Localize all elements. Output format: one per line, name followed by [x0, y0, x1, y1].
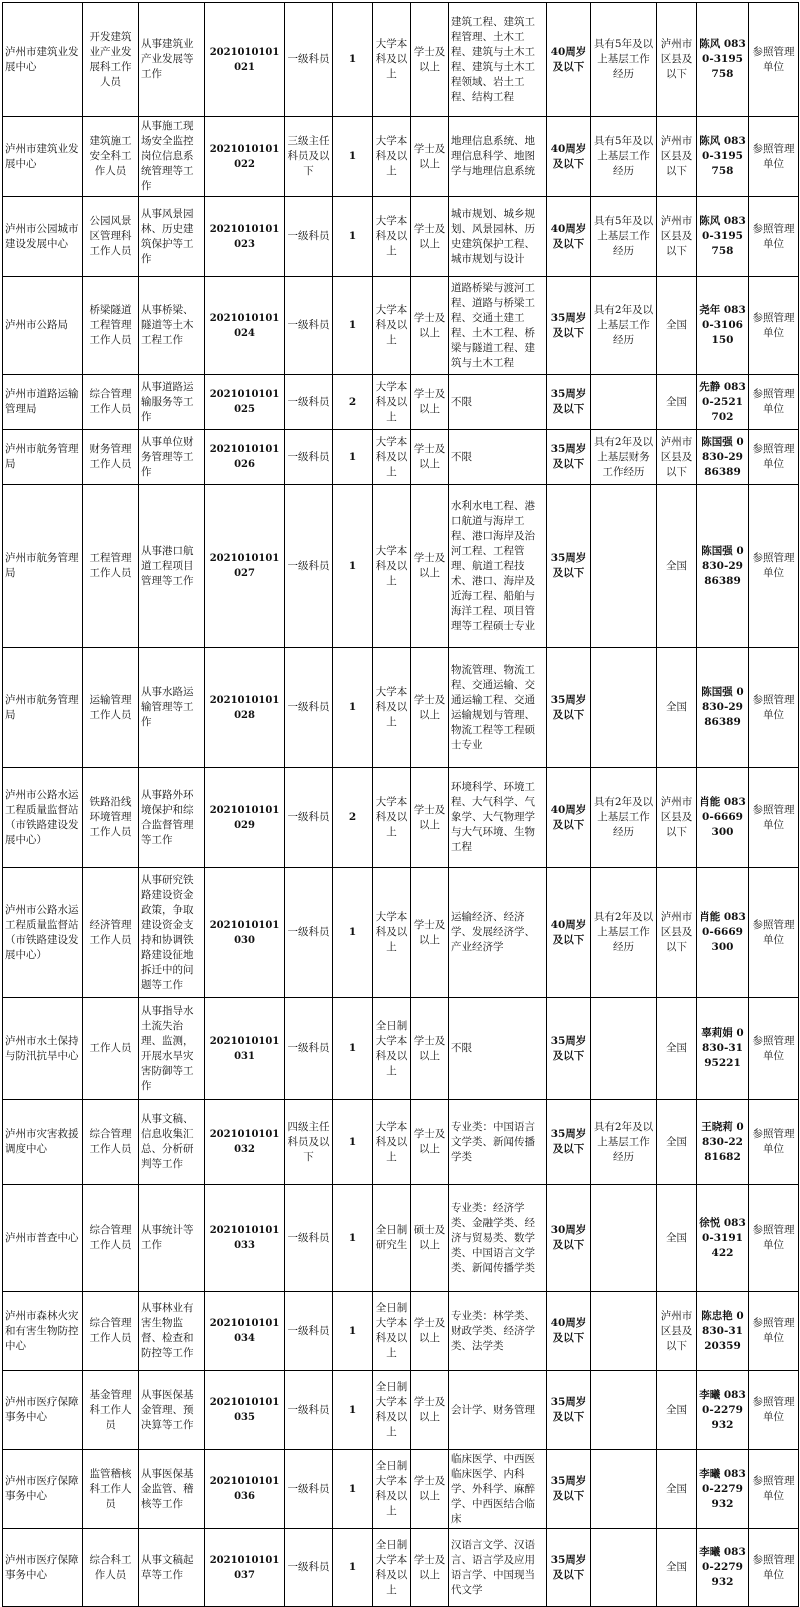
cell-exp: 具有5年及以上基层工作经历 [591, 117, 657, 197]
cell-note: 参照管理单位 [749, 1371, 799, 1450]
cell-position: 运输管理工作人员 [83, 648, 139, 768]
cell-scope: 全国 [657, 1529, 697, 1607]
cell-position: 铁路沿线环境管理工作人员 [83, 768, 139, 868]
cell-note: 参照管理单位 [749, 998, 799, 1100]
cell-contact: 陈忠艳 0830-3120359 [697, 1292, 749, 1371]
cell-edu: 大学本科及以上 [373, 3, 411, 117]
cell-num: 1 [333, 1185, 373, 1292]
cell-contact: 尧年 0830-3106150 [697, 277, 749, 375]
cell-scope: 泸州市区县及以下 [657, 868, 697, 998]
cell-degree: 学士及以上 [411, 648, 449, 768]
cell-dept: 泸州市公路水运工程质量监督站（市铁路建设发展中心） [3, 768, 83, 868]
cell-dept: 泸州市医疗保障事务中心 [3, 1450, 83, 1529]
cell-note: 参照管理单位 [749, 768, 799, 868]
cell-major: 不限 [449, 430, 547, 485]
cell-dept: 泸州市医疗保障事务中心 [3, 1529, 83, 1607]
cell-exp: 具有2年及以上基层工作经历 [591, 768, 657, 868]
cell-code: 2021010101023 [205, 197, 285, 277]
cell-note: 参照管理单位 [749, 1292, 799, 1371]
cell-level: 一级科员 [285, 375, 333, 430]
cell-major: 专业类：中国语言文学类、新闻传播学类 [449, 1100, 547, 1185]
table-row [3, 1185, 799, 1292]
table-row [3, 277, 799, 375]
cell-note: 参照管理单位 [749, 1100, 799, 1185]
cell-num: 1 [333, 277, 373, 375]
cell-age: 40周岁及以下 [547, 1292, 591, 1371]
cell-scope: 全国 [657, 375, 697, 430]
cell-scope: 全国 [657, 485, 697, 648]
cell-degree: 学士及以上 [411, 3, 449, 117]
cell-level: 一级科员 [285, 3, 333, 117]
cell-duty: 从事路外环境保护和综合监督管理等工作 [139, 768, 205, 868]
cell-degree: 学士及以上 [411, 868, 449, 998]
cell-code: 2021010101033 [205, 1185, 285, 1292]
cell-edu: 大学本科及以上 [373, 648, 411, 768]
cell-contact: 李曦 0830-2279932 [697, 1371, 749, 1450]
cell-note: 参照管理单位 [749, 485, 799, 648]
cell-position: 经济管理工作人员 [83, 868, 139, 998]
cell-level: 一级科员 [285, 277, 333, 375]
cell-position: 综合科工作人员 [83, 1529, 139, 1607]
cell-code: 2021010101025 [205, 375, 285, 430]
cell-duty: 从事道路运输服务等工作 [139, 375, 205, 430]
cell-level: 一级科员 [285, 1371, 333, 1450]
cell-scope: 泸州市区县及以下 [657, 197, 697, 277]
cell-contact: 李曦 0830-2279932 [697, 1529, 749, 1607]
cell-exp [591, 485, 657, 648]
cell-position: 工作人员 [83, 998, 139, 1100]
cell-position: 建筑施工安全科工作人员 [83, 117, 139, 197]
table-row [3, 1371, 799, 1450]
cell-edu: 大学本科及以上 [373, 868, 411, 998]
cell-position: 综合管理工作人员 [83, 1100, 139, 1185]
cell-code: 2021010101028 [205, 648, 285, 768]
cell-degree: 学士及以上 [411, 1450, 449, 1529]
cell-major: 汉语言文学、汉语言、语言学及应用语言学、中国现当代文学 [449, 1529, 547, 1607]
cell-scope: 泸州市区县及以下 [657, 3, 697, 117]
cell-dept: 泸州市公园城市建设发展中心 [3, 197, 83, 277]
cell-contact: 李曦 0830-2279932 [697, 1450, 749, 1529]
cell-edu: 大学本科及以上 [373, 375, 411, 430]
cell-dept: 泸州市航务管理局 [3, 485, 83, 648]
cell-major: 临床医学、中西医临床医学、内科学、外科学、麻醉学、中西医结合临床 [449, 1450, 547, 1529]
cell-contact: 陈风 0830-3195758 [697, 197, 749, 277]
cell-exp: 具有5年及以上基层工作经历 [591, 197, 657, 277]
cell-edu: 大学本科及以上 [373, 197, 411, 277]
cell-exp: 具有2年及以上基层工作经历 [591, 1100, 657, 1185]
cell-note: 参照管理单位 [749, 648, 799, 768]
cell-major: 建筑工程、建筑工程管理、土木工程、建筑与土木工程、建筑与土木工程领域、岩土工程、结构工程 [449, 3, 547, 117]
cell-exp: 具有5年及以上基层工作经历 [591, 3, 657, 117]
cell-duty: 从事文稿、信息收集汇总、分析研判等工作 [139, 1100, 205, 1185]
cell-position: 公园风景区管理科工作人员 [83, 197, 139, 277]
cell-exp [591, 648, 657, 768]
table-row [3, 117, 799, 197]
cell-duty: 从事统计等工作 [139, 1185, 205, 1292]
cell-age: 30周岁及以下 [547, 1185, 591, 1292]
cell-note: 参照管理单位 [749, 430, 799, 485]
cell-num: 1 [333, 3, 373, 117]
cell-duty: 从事指导水土流失治理、监测，开展水旱灾害防御等工作 [139, 998, 205, 1100]
cell-note: 参照管理单位 [749, 277, 799, 375]
cell-level: 一级科员 [285, 768, 333, 868]
cell-exp [591, 998, 657, 1100]
cell-duty: 从事文稿起草等工作 [139, 1529, 205, 1607]
cell-exp: 具有2年及以上基层工作经历 [591, 277, 657, 375]
cell-age: 35周岁及以下 [547, 277, 591, 375]
cell-edu: 全日制大学本科及以上 [373, 1529, 411, 1607]
cell-dept: 泸州市医疗保障事务中心 [3, 1371, 83, 1450]
cell-num: 1 [333, 1371, 373, 1450]
cell-note: 参照管理单位 [749, 375, 799, 430]
cell-degree: 学士及以上 [411, 998, 449, 1100]
cell-dept: 泸州市航务管理局 [3, 430, 83, 485]
cell-code: 2021010101035 [205, 1371, 285, 1450]
cell-num: 1 [333, 485, 373, 648]
cell-position: 财务管理工作人员 [83, 430, 139, 485]
cell-num: 1 [333, 648, 373, 768]
cell-degree: 学士及以上 [411, 375, 449, 430]
table-row [3, 1292, 799, 1371]
cell-code: 2021010101021 [205, 3, 285, 117]
table-row [3, 998, 799, 1100]
cell-age: 35周岁及以下 [547, 1450, 591, 1529]
cell-dept: 泸州市森林火灾和有害生物防控中心 [3, 1292, 83, 1371]
cell-edu: 全日制大学本科及以上 [373, 1292, 411, 1371]
cell-duty: 从事施工现场安全监控岗位信息系统管理等工作 [139, 117, 205, 197]
cell-age: 40周岁及以下 [547, 3, 591, 117]
table-row [3, 197, 799, 277]
cell-code: 2021010101026 [205, 430, 285, 485]
cell-note: 参照管理单位 [749, 117, 799, 197]
cell-scope: 全国 [657, 1371, 697, 1450]
cell-degree: 学士及以上 [411, 117, 449, 197]
cell-scope: 全国 [657, 1185, 697, 1292]
cell-dept: 泸州市道路运输管理局 [3, 375, 83, 430]
cell-num: 1 [333, 1529, 373, 1607]
cell-code: 2021010101032 [205, 1100, 285, 1185]
cell-degree: 学士及以上 [411, 1292, 449, 1371]
cell-code: 2021010101034 [205, 1292, 285, 1371]
cell-duty: 从事医保基金管理、预决算等工作 [139, 1371, 205, 1450]
cell-level: 一级科员 [285, 1292, 333, 1371]
cell-scope: 泸州市区县及以下 [657, 768, 697, 868]
cell-note: 参照管理单位 [749, 1185, 799, 1292]
cell-scope: 全国 [657, 1450, 697, 1529]
cell-code: 2021010101022 [205, 117, 285, 197]
cell-exp [591, 1450, 657, 1529]
cell-contact: 陈风 0830-3195758 [697, 3, 749, 117]
cell-edu: 大学本科及以上 [373, 768, 411, 868]
cell-duty: 从事研究铁路建设资金政策，争取建设资金支持和协调铁路建设征地拆迁中的问题等工作 [139, 868, 205, 998]
cell-age: 40周岁及以下 [547, 768, 591, 868]
cell-degree: 学士及以上 [411, 485, 449, 648]
cell-contact: 徐悦 0830-3191422 [697, 1185, 749, 1292]
cell-dept: 泸州市公路水运工程质量监督站（市铁路建设发展中心） [3, 868, 83, 998]
cell-num: 1 [333, 1292, 373, 1371]
cell-code: 2021010101024 [205, 277, 285, 375]
cell-contact: 王晓莉 0830-2281682 [697, 1100, 749, 1185]
cell-dept: 泸州市建筑业发展中心 [3, 3, 83, 117]
cell-scope: 泸州市区县及以下 [657, 1292, 697, 1371]
cell-degree: 学士及以上 [411, 1529, 449, 1607]
cell-edu: 大学本科及以上 [373, 485, 411, 648]
cell-scope: 全国 [657, 277, 697, 375]
cell-age: 35周岁及以下 [547, 1371, 591, 1450]
table-row [3, 1450, 799, 1529]
cell-age: 35周岁及以下 [547, 998, 591, 1100]
cell-code: 2021010101031 [205, 998, 285, 1100]
cell-age: 35周岁及以下 [547, 430, 591, 485]
cell-exp [591, 375, 657, 430]
cell-duty: 从事建筑业产业发展等工作 [139, 3, 205, 117]
cell-duty: 从事桥梁、隧道等土木工程工作 [139, 277, 205, 375]
cell-major: 运输经济、经济学、发展经济学、产业经济学 [449, 868, 547, 998]
cell-age: 35周岁及以下 [547, 1100, 591, 1185]
table-row [3, 375, 799, 430]
cell-num: 1 [333, 1100, 373, 1185]
cell-degree: 学士及以上 [411, 1371, 449, 1450]
cell-note: 参照管理单位 [749, 868, 799, 998]
cell-position: 综合管理工作人员 [83, 1292, 139, 1371]
cell-age: 40周岁及以下 [547, 868, 591, 998]
cell-contact: 陈国强 0830-2986389 [697, 485, 749, 648]
cell-duty: 从事风景园林、历史建筑保护等工作 [139, 197, 205, 277]
cell-num: 1 [333, 1450, 373, 1529]
table-row [3, 1529, 799, 1607]
table-row [3, 768, 799, 868]
cell-edu: 全日制大学本科及以上 [373, 1371, 411, 1450]
cell-degree: 学士及以上 [411, 277, 449, 375]
cell-level: 一级科员 [285, 430, 333, 485]
cell-level: 一级科员 [285, 1185, 333, 1292]
cell-num: 1 [333, 197, 373, 277]
cell-exp [591, 1292, 657, 1371]
cell-note: 参照管理单位 [749, 197, 799, 277]
table-row [3, 485, 799, 648]
cell-code: 2021010101036 [205, 1450, 285, 1529]
cell-level: 一级科员 [285, 485, 333, 648]
cell-major: 环境科学、环境工程、大气科学、气象学、大气物理学与大气环境、生物工程 [449, 768, 547, 868]
cell-degree: 学士及以上 [411, 197, 449, 277]
cell-degree: 硕士及以上 [411, 1185, 449, 1292]
cell-major: 水利水电工程、港口航道与海岸工程、港口海岸及治河工程、工程管理、航道工程技术、港口、海岸及近海工程、船舶与海洋工程、项目管理等工程硕士专业 [449, 485, 547, 648]
cell-note: 参照管理单位 [749, 1450, 799, 1529]
cell-position: 开发建筑业产业发展科工作人员 [83, 3, 139, 117]
cell-major: 道路桥梁与渡河工程、道路与桥梁工程、交通土建工程、土木工程、桥梁与隧道工程、建筑与土木工程 [449, 277, 547, 375]
cell-scope: 泸州市区县及以下 [657, 117, 697, 197]
cell-level: 一级科员 [285, 648, 333, 768]
cell-position: 综合管理工作人员 [83, 1185, 139, 1292]
cell-level: 一级科员 [285, 197, 333, 277]
cell-level: 一级科员 [285, 1450, 333, 1529]
cell-dept: 泸州市普查中心 [3, 1185, 83, 1292]
cell-edu: 大学本科及以上 [373, 117, 411, 197]
cell-dept: 泸州市公路局 [3, 277, 83, 375]
cell-age: 35周岁及以下 [547, 1529, 591, 1607]
cell-edu: 全日制大学本科及以上 [373, 1450, 411, 1529]
cell-num: 2 [333, 375, 373, 430]
cell-degree: 学士及以上 [411, 768, 449, 868]
cell-duty: 从事水路运输管理等工作 [139, 648, 205, 768]
cell-contact: 陈国强 0830-2986389 [697, 430, 749, 485]
cell-major: 不限 [449, 375, 547, 430]
cell-num: 2 [333, 768, 373, 868]
cell-edu: 大学本科及以上 [373, 277, 411, 375]
cell-scope: 泸州市区县及以下 [657, 430, 697, 485]
cell-position: 工程管理工作人员 [83, 485, 139, 648]
cell-note: 参照管理单位 [749, 1529, 799, 1607]
cell-level: 一级科员 [285, 998, 333, 1100]
cell-num: 1 [333, 430, 373, 485]
cell-exp: 具有2年及以上基层财务工作经历 [591, 430, 657, 485]
cell-num: 1 [333, 868, 373, 998]
cell-dept: 泸州市水土保持与防汛抗旱中心 [3, 998, 83, 1100]
cell-contact: 先静 0830-2521702 [697, 375, 749, 430]
cell-position: 综合管理工作人员 [83, 375, 139, 430]
cell-exp: 具有2年及以上基层工作经历 [591, 868, 657, 998]
cell-position: 桥梁隧道工程管理工作人员 [83, 277, 139, 375]
cell-edu: 大学本科及以上 [373, 430, 411, 485]
cell-contact: 肖能 0830-6669300 [697, 768, 749, 868]
cell-edu: 大学本科及以上 [373, 1100, 411, 1185]
table-row [3, 1100, 799, 1185]
cell-position: 基金管理科工作人员 [83, 1371, 139, 1450]
cell-level: 一级科员 [285, 1529, 333, 1607]
cell-level: 一级科员 [285, 868, 333, 998]
cell-major: 不限 [449, 998, 547, 1100]
cell-age: 35周岁及以下 [547, 375, 591, 430]
cell-major: 专业类：林学类、财政学类、经济学类、法学类 [449, 1292, 547, 1371]
recruitment-table [2, 2, 799, 1607]
cell-duty: 从事单位财务管理等工作 [139, 430, 205, 485]
cell-code: 2021010101029 [205, 768, 285, 868]
cell-contact: 陈国强 0830-2986389 [697, 648, 749, 768]
cell-note: 参照管理单位 [749, 3, 799, 117]
cell-dept: 泸州市航务管理局 [3, 648, 83, 768]
table-row [3, 3, 799, 117]
cell-code: 2021010101027 [205, 485, 285, 648]
cell-code: 2021010101037 [205, 1529, 285, 1607]
table-row [3, 648, 799, 768]
cell-scope: 全国 [657, 998, 697, 1100]
cell-num: 1 [333, 117, 373, 197]
cell-dept: 泸州市灾害救援调度中心 [3, 1100, 83, 1185]
cell-major: 物流管理、物流工程、交通运输、交通运输工程、交通运输规划与管理、物流工程等工程硕士专业 [449, 648, 547, 768]
cell-contact: 辜莉娟 0830-3195221 [697, 998, 749, 1100]
table-row [3, 868, 799, 998]
cell-contact: 陈风 0830-3195758 [697, 117, 749, 197]
cell-age: 40周岁及以下 [547, 117, 591, 197]
cell-age: 35周岁及以下 [547, 485, 591, 648]
cell-num: 1 [333, 998, 373, 1100]
cell-duty: 从事医保基金监管、稽核等工作 [139, 1450, 205, 1529]
cell-position: 监管稽核科工作人员 [83, 1450, 139, 1529]
cell-age: 40周岁及以下 [547, 197, 591, 277]
cell-age: 35周岁及以下 [547, 648, 591, 768]
cell-scope: 全国 [657, 1100, 697, 1185]
cell-level: 三级主任科员及以下 [285, 117, 333, 197]
table-row [3, 430, 799, 485]
cell-code: 2021010101030 [205, 868, 285, 998]
cell-exp [591, 1529, 657, 1607]
cell-major: 地理信息系统、地理信息科学、地图学与地理信息系统 [449, 117, 547, 197]
cell-duty: 从事林业有害生物监督、检查和防控等工作 [139, 1292, 205, 1371]
cell-exp [591, 1371, 657, 1450]
cell-scope: 全国 [657, 648, 697, 768]
cell-major: 会计学、财务管理 [449, 1371, 547, 1450]
cell-major: 专业类：经济学类、金融学类、经济与贸易类、数学类、中国语言文学类、新闻传播学类 [449, 1185, 547, 1292]
cell-degree: 学士及以上 [411, 1100, 449, 1185]
cell-edu: 全日制大学本科及以上 [373, 998, 411, 1100]
cell-exp [591, 1185, 657, 1292]
cell-contact: 肖能 0830-6669300 [697, 868, 749, 998]
cell-duty: 从事港口航道工程项目管理等工作 [139, 485, 205, 648]
cell-level: 四级主任科员及以下 [285, 1100, 333, 1185]
cell-major: 城市规划、城乡规划、风景园林、历史建筑保护工程、城市规划与设计 [449, 197, 547, 277]
cell-edu: 全日制研究生 [373, 1185, 411, 1292]
cell-dept: 泸州市建筑业发展中心 [3, 117, 83, 197]
cell-degree: 学士及以上 [411, 430, 449, 485]
